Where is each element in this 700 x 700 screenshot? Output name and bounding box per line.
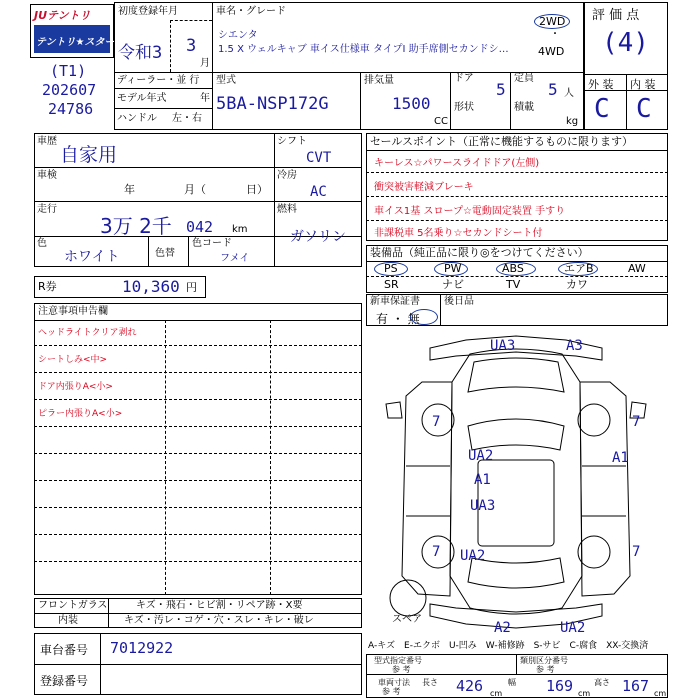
ac-value: AC (310, 184, 327, 200)
color-change-label: 色替 (155, 248, 175, 259)
equipment-title: 装備品（純正品に限り◎をつけてください） (370, 246, 589, 259)
month-unit: 月 (200, 58, 210, 69)
width-unit: cm (578, 689, 591, 698)
eval-value: (4) (602, 28, 649, 58)
height-unit: cm (654, 689, 667, 698)
sales-item: キーレス☆パワースライドドア(左側) (374, 158, 540, 169)
equip-ps: PS (384, 262, 398, 275)
mileage-label: 走行 (37, 204, 57, 215)
damage-mark: UA2 (560, 620, 586, 636)
month-value: 3 (186, 36, 197, 56)
ac-label: 冷房 (277, 170, 297, 181)
note-item: シートしみ<中> (38, 355, 108, 365)
equip-abs: ABS (502, 262, 524, 275)
equip-abs-circle (496, 262, 536, 276)
damage-mark: 7 (432, 544, 441, 560)
ext-value: C (594, 94, 610, 124)
equip-airbag-circle (558, 262, 598, 276)
inspect-month: 月（ (184, 183, 206, 196)
length-label: 長さ (422, 678, 438, 687)
class-ref: 参 考 (536, 665, 555, 674)
sales-item: 車イス1基 スロープ☆電動固定装置 手すり (374, 206, 566, 217)
damage-mark: 7 (632, 414, 641, 430)
drive-dot: ・ (550, 29, 560, 40)
warranty-value: 有 ・ 無 (376, 312, 420, 326)
load-unit: kg (566, 116, 579, 127)
recycle-label: R券 (38, 280, 57, 293)
height-value: 167 (622, 677, 650, 695)
dims-ref: 参 考 (382, 687, 401, 696)
disp-label: 排気量 (364, 75, 394, 86)
recycle-unit: 円 (186, 281, 197, 294)
chassis-value: 7012922 (110, 639, 174, 657)
era-value: 令和3 (118, 43, 163, 63)
fuel-label: 燃料 (277, 204, 297, 215)
color-code-label: 色コード (192, 238, 232, 249)
capacity-unit: 人 (564, 88, 574, 99)
fuel-value: ガソリン (290, 229, 346, 245)
type-no-ref: 参 考 (392, 665, 411, 674)
width-value: 169 (546, 677, 574, 695)
damage-mark: A1 (612, 450, 629, 466)
type-label: 型式 (216, 75, 236, 86)
lot-number-1: 202607 (42, 81, 97, 99)
equip-sr: SR (384, 278, 399, 291)
disp-value: 1500 (392, 94, 431, 113)
sales-item: 衝突被害軽減ブレーキ (374, 182, 474, 193)
damage-mark: UA3 (490, 338, 516, 354)
sales-title: セールスポイント（正常に機能するものに限ります） (370, 135, 634, 148)
lot-number-2: 24786 (48, 100, 94, 118)
damage-mark: 7 (632, 544, 641, 560)
damage-mark: UA2 (460, 548, 486, 564)
shape-label: 形状 (454, 102, 474, 113)
note-item: ピラー内張りA<小> (38, 409, 123, 419)
mileage-value: 3万 2千 (100, 214, 172, 238)
grade-value: 1.5 X ウェルキャブ 車イス仕様車 タイプⅠ 助手席側セカンドシ… (218, 44, 509, 55)
logo (30, 4, 114, 58)
handle-label: ハンドル (117, 113, 157, 124)
damage-mark: A3 (566, 338, 583, 354)
front-glass-value: キズ・飛石・ヒビ割・リペア跡・X要 (136, 600, 303, 611)
height-label: 高さ (594, 678, 610, 687)
length-unit: cm (490, 689, 503, 698)
inspect-day: 日） (246, 183, 268, 196)
equip-navi: ナビ (442, 278, 464, 291)
use-label: 車歴 (37, 136, 57, 147)
damage-mark: UA3 (470, 498, 496, 514)
equip-pw: PW (444, 262, 462, 275)
class-label: 類別区分番号 (520, 656, 568, 665)
interior-value: キズ・汚レ・コゲ・穴・スレ・キレ・破レ (124, 615, 314, 626)
dims-label: 車両寸法 (378, 678, 410, 687)
eval-label: 評 価 点 (592, 8, 640, 23)
door-label: ドア (454, 73, 474, 84)
equip-leather: カワ (566, 278, 588, 291)
notes-title: 注意事項申告欄 (38, 306, 108, 317)
int-value: C (636, 94, 652, 124)
color-label: 色 (37, 238, 47, 249)
first-reg-label: 初度登録年月 (118, 6, 178, 17)
damage-diagram (366, 326, 668, 638)
inspect-label: 車検 (37, 170, 57, 181)
shift-value: CVT (306, 150, 332, 166)
color-code-value: フメイ (220, 253, 250, 264)
damage-mark: A1 (474, 472, 491, 488)
year-unit: 年 (200, 93, 210, 104)
mileage-unit: km (232, 224, 248, 235)
back-label: 後日品 (444, 296, 474, 307)
load-label: 積載 (514, 102, 534, 113)
recycle-value: 10,360 (122, 277, 180, 296)
warranty-label: 新車保証書 (370, 296, 420, 307)
logo-line1: JUテントリ (34, 9, 91, 22)
length-value: 426 (456, 677, 484, 695)
damage-legend: A-キズ E-エクボ U-凹み W-補修跡 S-サビ C-腐食 XX-交換済 (368, 641, 649, 651)
recycle-box (34, 276, 206, 298)
use-value: 自家用 (60, 144, 118, 166)
sales-item: 非課税車 5名乗り☆セカンドシート付 (374, 228, 543, 239)
note-item: ドア内張りA<小> (38, 382, 113, 392)
car-name: シエンタ (218, 30, 258, 41)
capacity-value: 5 (548, 80, 558, 99)
auction-code: (T1) (50, 62, 87, 80)
reg-label: 登録番号 (40, 674, 89, 688)
model-year-label: モデル年式 (117, 93, 167, 104)
shift-label: シフト (277, 136, 307, 147)
type-no-label: 型式指定番号 (374, 656, 422, 665)
equip-pw-circle (434, 262, 468, 276)
notes-box (34, 303, 362, 595)
mileage-sub: 042 (186, 218, 214, 236)
damage-mark: 7 (432, 414, 441, 430)
ext-label: 外 装 (588, 78, 614, 91)
int-label: 内 装 (630, 78, 656, 91)
disp-unit: CC (434, 116, 448, 127)
inspect-year: 年 (124, 183, 135, 196)
note-item: ヘッドライトクリア剥れ (38, 328, 137, 338)
drive-2wd: 2WD (534, 14, 570, 29)
capacity-label: 定員 (514, 73, 534, 84)
equip-aw: AW (628, 262, 646, 275)
equip-tv: TV (506, 278, 521, 291)
handle-value: 左・右 (172, 113, 202, 124)
spare-label: スペア (392, 614, 422, 625)
interior-label: 内装 (58, 615, 78, 626)
front-glass-label: フロントガラス (38, 600, 108, 611)
car-label: 車名・グレード (216, 6, 286, 17)
drive-4wd: 4WD (538, 45, 565, 58)
type-value: 5BA-NSP172G (216, 94, 329, 114)
width-label: 幅 (508, 678, 516, 687)
dealer-label: ディーラー・並 行 (117, 75, 200, 86)
equip-ps-circle (374, 262, 408, 276)
equip-airbag: エアB (564, 262, 594, 275)
color-value: ホワイト (64, 249, 120, 265)
door-value: 5 (496, 80, 506, 99)
damage-mark: A2 (494, 620, 511, 636)
chassis-label: 車台番号 (40, 643, 89, 657)
logo-line2: テントリ★スター (34, 25, 110, 53)
warranty-no-circle (410, 309, 438, 325)
damage-mark: UA2 (468, 448, 494, 464)
